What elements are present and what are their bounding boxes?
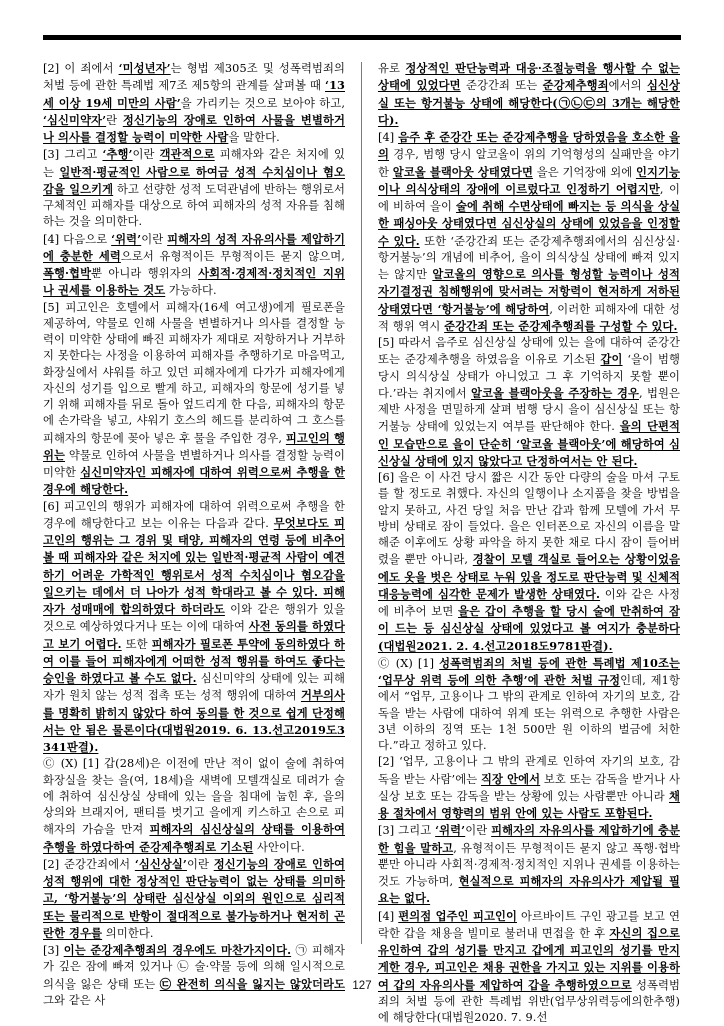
body-text: [4] 다음으로 [43,233,111,246]
emphasis-text: 음주 후 준강간 또는 준강제추행을 당하였음을 호소한 을의 [378,130,680,161]
paragraph [378,908,680,1026]
emphasis-text: ‘심신미약자’ [43,113,106,127]
body-text: 그와 같은 사 [43,994,105,1007]
body-text: 이와 같은 행위가 있을 것으로 예상하였다거나 또는 이에 대하여 [43,603,345,633]
body-text: [2] 이 죄에서 [43,62,119,75]
body-text: 에서의 [609,79,647,92]
body-text: [5] 따라서 음주로 심신상실 상태에 있는 을에 대하여 준강간 또는 준강제추행을 하였음을 이유로 기소된 [378,336,680,366]
emphasis-text: 사회적·경제적·정치적인 지위나 권세를 이용하는 것도 [43,266,345,297]
emphasis-text: 채용 절차에서 영향력의 범위 안에 있는 사람도 포함된다. [378,789,680,820]
emphasis-text: 피해자의 성적 자유의사를 제압하기에 충분한 세력 [43,232,345,263]
emphasis-text: 준강제추행죄 [543,78,609,92]
body-text: ㉠ 피해자가 깊은 잠에 빠져 있거나 ㉡ 술·약물 등에 의해 일시적으로 의식을 잃은 상태 또는 [43,944,345,991]
emphasis-text: 사전 동의를 하였다고 보기 어렵다. [43,619,345,650]
column-divider [361,62,362,944]
body-text: 의미한다. [102,927,153,940]
emphasis-text: 성폭력범죄의 처벌 등에 관한 특례법 제10조는 ‘업무상 위력 등에 의한 추행’에 관한 처벌 규정 [378,656,680,687]
emphasis-text: 편의점 업주인 피고인이 [398,909,517,923]
body-text: 으로서 유형적이든 무형적이든 묻지 않으며, [121,250,345,263]
emphasis-text: 이는 준강제추행죄의 경우에도 마찬가지이다. [64,943,291,957]
paragraph [43,300,345,499]
body-text: [6] 피고인의 행위가 피해자에 대하여 위력으로써 추행을 한 경우에 해당한다고 보는 이유는 다음과 같다. [43,500,345,530]
body-text: 이란 [133,148,160,161]
paragraph [378,754,680,822]
body-text: 이란 [141,233,167,246]
emphasis-text: 알코올의 영향으로 의사를 형성할 능력이나 성적 자기결정권 침해행위에 맞서려는 저항력이 현저하게 저하된 상태였다면 ‘항거불능’에 해당하여 [378,267,680,316]
body-text: [2] ‘업무, 고용이나 그 밖의 관계로 인하여 자기의 보호, 감독을 받는 사람’에는 [378,755,680,785]
emphasis-text: ‘미성년자’ [119,61,171,75]
emphasis-text: ‘위력’ [111,232,141,246]
emphasis-text: 정신기능의 장애로 인하여 성적 행위에 대한 정상적인 판단능력이 없는 상태를 의미하고, ‘항거불능’의 상태란 심신상실 이외의 원인으로 심리적 또는 물리적으로 반항이 절대적으로 불가능하거나 현저히 곤란한 경우를 [43,857,345,940]
emphasis-text: 피해자의 심신상실의 상태를 이용하여 추행을 하였다하여 준강제추행죄로 기소된 [43,822,345,853]
body-text: [6] 을은 이 사건 당시 짧은 시간 동안 다량의 술을 마셔 구토를 할 정도로 취했다. 자신의 일행이나 소지품을 찾을 방법을 알지 못하고, 사건 당일 처음 만난 갑과 함께 모텔에 가서 무방비 상태로 잠이 들었다. 을은 인터폰으로 자신의 이름을 말해준 이후에도 상황 파악을 하지 못한 채로 다시 잠이 들어버렸을 뿐만 아니라, [378,471,680,566]
body-text: ‘을이 범행 당시 의식상실 상태가 아니었고 그 후 기억하지 못할 뿐이다.’라는 취지에서 [378,353,680,400]
paragraph [43,756,345,856]
body-text: , 이에 비하여 을이 [378,183,680,213]
header-rule [43,35,681,40]
body-text: 이와 같은 사정에 비추어 보면 [378,588,680,618]
emphasis-text: 심신상실 또는 항거불능 상태에 해당한다(㉠㉡㉢의 3개는 해당한다). [378,78,680,127]
body-text: [3] 그리고 [43,148,102,161]
body-text: 뿐 아니라 행위자의 [91,267,198,280]
body-text: [4] [378,910,398,923]
right-column [374,60,680,1026]
emphasis-text: 무엇보다도 피고인의 행위는 그 경위 및 태양, 피해자의 연령 등에 비추어 볼 때 피해자와 같은 처지에 있는 일반적·평균적 사람이 예견하기 어려운 가학적인 행위로서 성적 수치심이나 혐오감을 일으키는 데에서 더 나아가 성적 학대라고 볼 수 있다. 피해자가 성매매에 합의하였다 하더라도 [43,516,345,616]
emphasis-text: 알코올 블랙아웃을 주장하는 경우 [471,386,639,400]
paragraph [378,470,680,655]
emphasis-text: ‘위력’ [435,823,465,837]
paragraph [43,499,345,757]
body-text: [5] 피고인은 호텔에서 피해자(16세 여고생)에게 필로폰을 제공하여, 약물로 인해 사물을 변별하거나 의사를 결정할 능력이 미약한 상태에 빠진 피해자가 제대로 저항하거나 거부하지 못한다는 사정을 이용하여 피해자를 추행하기로 마음먹고, 화장실에서 샤워를 하고 있던 피해자에게 다가가 피해자에게 자신의 성기를 입으로 빨게 하고, 피해자의 항문에 성기를 넣기 위해 피해자를 뒤로 돌아 엎드리게 한 다음, 피해자의 항문에 손가락을 넣고, 샤워기 호스의 헤드를 분리하여 그 호스를 피해자의 항문에 꽂아 넣은 후 물을 주입한 경우, [43,301,345,445]
body-text: 유로 [378,62,405,75]
body-text: 약물로 인하여 사물을 변별하거나 의사를 결정할 능력이 미약한 [43,449,345,479]
body-text: 가능하다. [165,284,216,297]
body-text: 사안이다. [253,841,304,854]
paragraph [43,60,345,146]
body-text: 준강간죄 또는 [461,79,543,92]
body-text: 보호 또는 감독을 받거나 사실상 보호 또는 감독을 받는 상황에 있는 사람뿐만 아니라 [378,773,680,803]
body-text: 을 가리키는 것으로 보아야 하고, [181,97,345,110]
body-text: 을은 기억장애 외에 [533,166,636,179]
body-text: 는 형법 제305조 및 성폭력범죄의 처벌 등에 관한 특례법 제7조 제5항의 관계를 살펴볼 때 [43,62,345,92]
body-text: 피해자와 같은 처지에 있는 [43,148,345,178]
emphasis-text: 일반적·평균적인 사람으로 하여금 성적 수치심이나 혐오감을 일으키게 [43,165,345,196]
emphasis-text: 정신기능의 장애로 인하여 사물을 변별하거나 의사를 결정할 능력이 미약한 사람 [43,113,345,144]
body-text: , 유형적이든 무형적이든 묻지 않고 폭행·협박뿐만 아니라 사회적·경제적·정치적인 지위나 권세를 이용하는 것도 가능하며, [378,842,680,889]
body-text: 이란 [465,824,491,837]
emphasis-text: 인지기능이나 의식상태의 장애에 이르렀다고 인정하기 어렵지만 [378,165,680,196]
emphasis-text: 피해자가 필로폰 투약에 동의하였다 하여 이를 들어 피해자에게 어떠한 성적 행위를 하여도 좋다는 승인을 하였다고 볼 수도 없다. [43,637,345,686]
paragraph [378,129,680,335]
emphasis-text: 심신미약자인 피해자에 대하여 위력으로써 추행을 한 경우에 해당한다. [43,465,345,496]
paragraph [378,822,680,907]
body-text: 또한 ‘준강간죄 또는 준강제추행죄에서의 심신상실·항거불능’의 개념에 비추어, 을이 의식상실 상태에 빠져 있지는 않지만 [378,235,680,282]
body-text: 아르바이트 구인 광고를 보고 연락한 갑을 채용을 빌미로 불러내 면접을 한 후 [378,910,680,940]
body-text: [4] [378,131,398,144]
emphasis-text: 갑이 [601,352,623,366]
body-text: [3] 그리고 [378,824,435,837]
body-text: 심신미약의 상태에 있는 피해자가 원치 않는 성적 접촉 또는 성적 행위에 대하여 [43,672,345,702]
emphasis-text: 알코올 블랙아웃 상태였다면 [393,165,533,179]
emphasis-text: 을의 단편적인 모습만으로 을이 단순히 ‘알코올 블랙아웃’에 해당하여 심신상실 상태에 있지 않았다고 단정하여서는 안 된다. [378,419,680,468]
body-text: 하고 선량한 성적 도덕관념에 반하는 행위로서 구체적인 피해자를 대상으로 하여 피해자의 성적 자유를 침해하는 것을 의미한다. [43,183,345,229]
paragraph [378,60,680,129]
body-text: 경우, 범행 당시 알코올이 위의 기억형성의 실패만을 야기한 [378,148,680,178]
emphasis-text: 술에 취해 수면상태에 빠지는 등 의식을 상실한 패싱아웃 상태였다면 심신상실의 상태에 있었음을 인정할 수 있다. [378,199,680,248]
emphasis-text: ‘추행’ [102,147,132,161]
emphasis-text: 현실적으로 피해자의 자유의사가 제압될 필요는 없다. [378,874,680,905]
paragraph [43,146,345,230]
emphasis-text: ㉢ 완전히 의식을 잃지는 않았더라도 [160,977,345,991]
emphasis-text: 자신의 집으로 유인하여 갑의 성기를 만지고 갑에게 피고인의 성기를 만지게한 경우, 피고인은 채용 권한을 가지고 있는 지위를 이용하여 갑의 자유의사를 제압하여 갑을 추행하였으므로 [378,926,680,992]
body-text: , 이러한 피해자에 대한 성적 행위 역시 [378,303,680,333]
emphasis-text: 직장 안에서 [481,772,540,786]
body-text: 을 말한다. [228,131,279,144]
emphasis-text: 경찰이 모텔 객실로 들어오는 상황이었음에도 옷을 벗은 상태로 누워 있을 정도로 판단능력 및 신체적 대응능력에 심각한 문제가 발생한 상태였다. [378,552,680,601]
body-text: 인데, 제1항에서 “업무, 고용이나 그 밖의 관계로 인하여 자기의 보호, 감독을 받는 사람에 대하여 위계 또는 위력으로 추행한 사람은 3년 이하의 징역 또는 1천 500만 원 이하의 벌금에 처한다.”라고 정하고 있다. [378,674,680,752]
emphasis-text: 준강간죄 또는 준강제추행죄를 구성할 수 있다. [444,319,677,333]
body-text: Ⓒ (X) [1] [378,657,439,670]
emphasis-text: 을은 갑이 추행을 할 당시 술에 만취하여 잠이 드는 등 심신상실 상태에 있었다고 볼 여지가 충분하다(대법원2021. 2. 4.선고2018도9781판결). [378,604,680,653]
body-text: 이란 [187,858,214,871]
emphasis-text: 피해자의 자유의사를 제압하기에 충분한 힘을 말하고 [378,823,680,854]
body-text: Ⓒ (X) [1] 갑(28세)은 이전에 만난 적이 없이 술에 취하여 화장실을 찾는 을(여, 18세)을 새벽에 모텔객실로 데려가 술에 취하여 심신상실 상태에 있는 을을 침대에 눕힌 후, 을의 상의와 브래지어, 팬티를 벗기고 을에게 키스하고 손으로 피해자의 가슴을 만져 [43,757,345,836]
two-column-body [43,60,681,950]
emphasis-text: 거부의사를 명확히 밝히지 않았다 하여 동의를 한 것으로 쉽게 단정해서는 안 됨은 물론이다(대법원2019. 6. 13.선고2019도3341판결). [43,688,345,754]
emphasis-text: ‘13세 이상 19세 미만의 사람’ [43,78,345,109]
emphasis-text: 피고인의 행위는 [43,431,345,462]
paragraph [378,335,680,470]
body-text: [3] [43,944,64,957]
paragraph [43,856,345,942]
body-text: 성폭력범죄의 처벌 등에 관한 특례법 위반(업무상위력등에의한추행)에 해당한다(대법원2020. 7. 9.선 [378,979,680,1025]
paragraph [43,231,345,300]
body-text: 또한 [122,638,152,651]
emphasis-text: ‘심신상실’ [135,857,187,871]
body-text: 란 [106,114,123,127]
body-text: , 법원은 제반 사정을 면밀하게 살펴 범행 당시 을이 심신상실 또는 항거불능 상태에 있었는지 여부를 판단해야 한다. [378,387,680,434]
paragraph [43,942,345,1009]
emphasis-text: 정상적인 판단능력과 대응·조절능력을 행사할 수 없는 상태에 있었다면 [378,61,680,92]
emphasis-text: 폭행·협박 [43,266,91,280]
body-text: [2] 준강간죄에서 [43,858,135,871]
paragraph [378,655,680,755]
emphasis-text: 객관적으로 [160,147,215,161]
left-column [43,60,349,1009]
page-number: 127 [0,980,724,992]
